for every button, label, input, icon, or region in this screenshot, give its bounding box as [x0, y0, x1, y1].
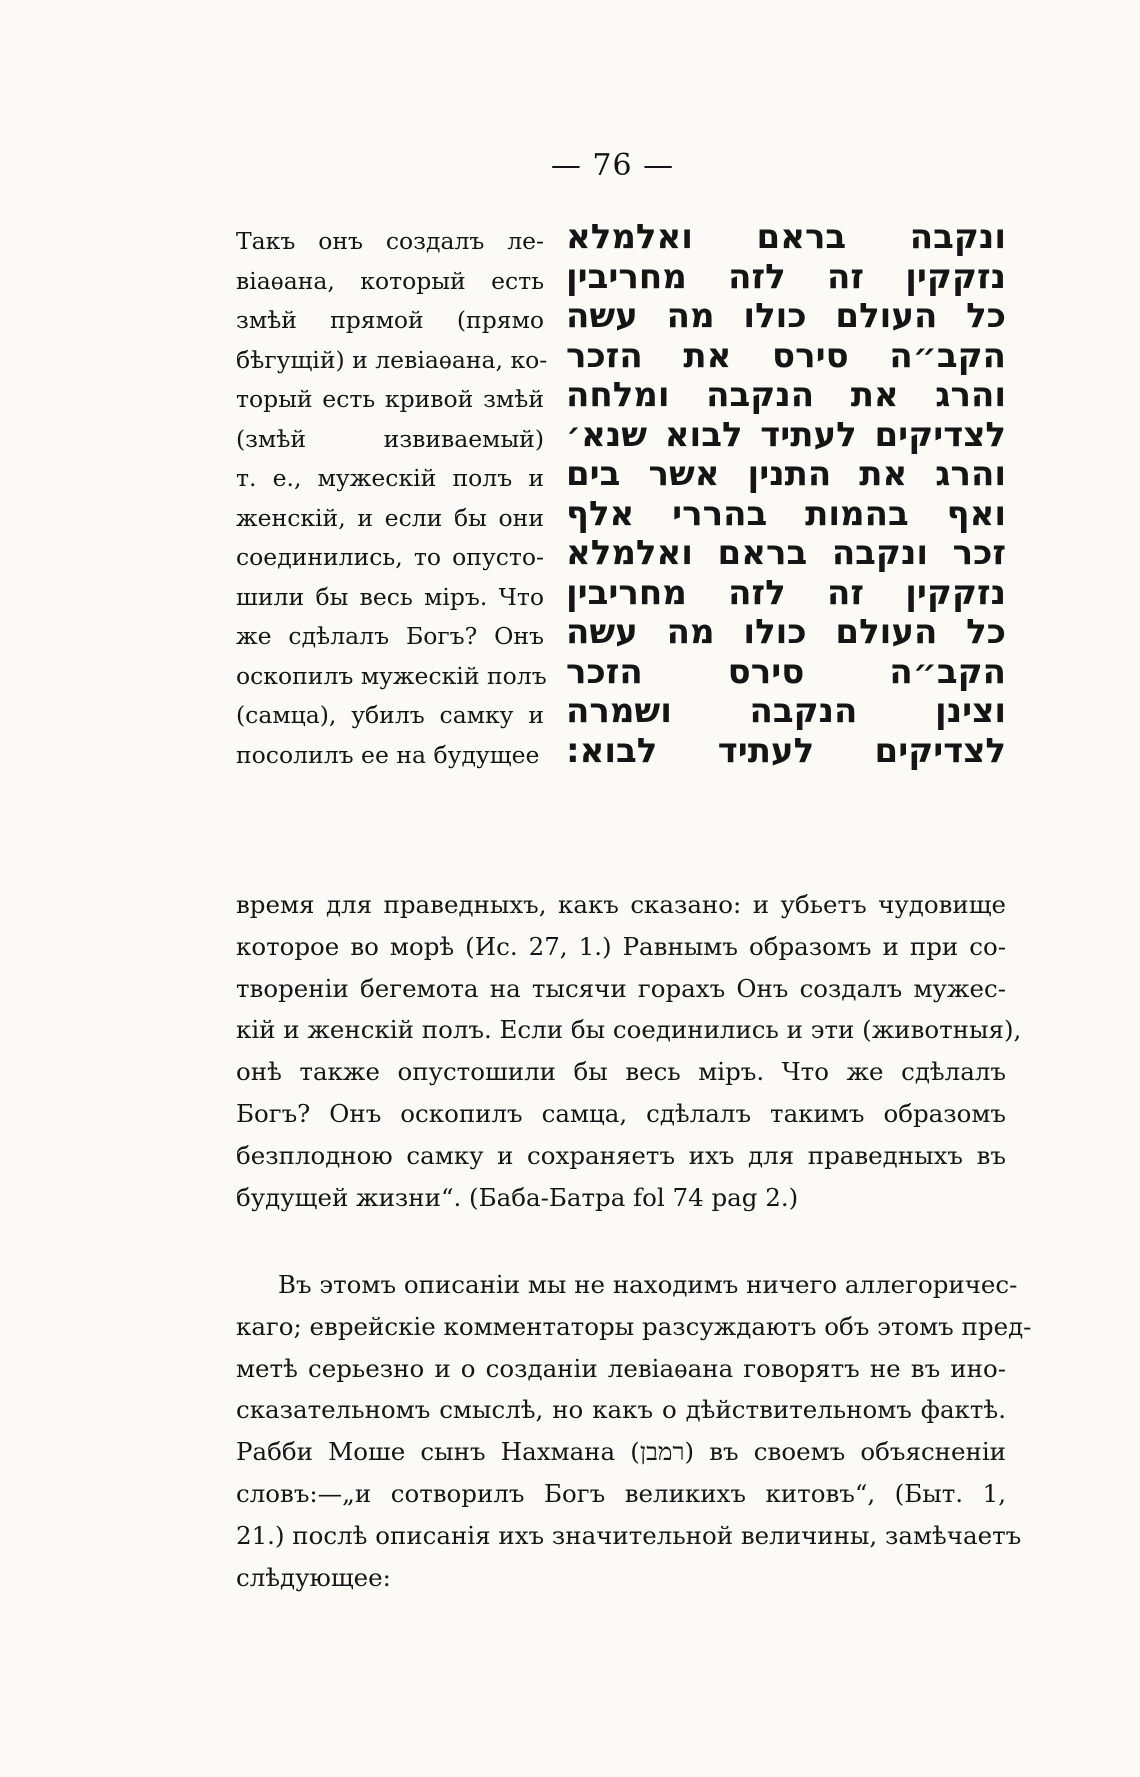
hebrew-line: כל העולם כולו מה עשה — [566, 296, 1006, 336]
russian-line: соединились, то опусто- — [236, 543, 544, 571]
text-line: которое во морѣ (Ис. 27, 1.) Равнымъ образомъ и при со- — [236, 931, 1006, 961]
russian-line: женскій, и если бы они — [236, 503, 544, 532]
text-line: Въ этомъ описаніи мы не находимъ ничего аллегоричес- — [278, 1270, 1018, 1299]
text-line: метѣ серьезно и о созданіи левіаѳана говорятъ не въ ино- — [236, 1353, 1006, 1383]
hebrew-line: כל העולם כולו מה עשה — [566, 612, 1006, 652]
russian-line: оскопилъ мужескій полъ — [236, 661, 547, 690]
text-line: будущей жизни“. (Баба-Батра fol 74 pag 2.) — [236, 1182, 799, 1212]
hebrew-line: והרג את התנין אשר בים — [566, 454, 1006, 494]
russian-line: т. е., мужескій полъ и — [236, 464, 544, 492]
hebrew-line: וצינן הנקבה ושמרה — [566, 691, 1006, 731]
text-line: Богъ? Онъ оскопилъ самца, сдѣлалъ такимъ образомъ — [236, 1098, 1006, 1128]
russian-line: бѣгущій) и левіаѳана, ко- — [236, 345, 548, 374]
text-line: Рабби Моше сынъ Нахмана (רמבן) въ своемъ объясненіи — [236, 1437, 1006, 1467]
russian-line: змѣй прямой (прямо — [236, 306, 544, 334]
russian-translation-column — [236, 222, 548, 775]
hebrew-line: נזקקין זה לזה מחריבין — [566, 256, 1006, 297]
text-line: слѣдующее: — [236, 1562, 391, 1592]
text-line: время для праведныхъ, какъ сказано: и убьетъ чудовище — [236, 890, 1006, 919]
text-line: кій и женскій полъ. Если бы соединились и эти (животныя), — [236, 1015, 1022, 1045]
hebrew-line: הקב״ה סירס את הזכר — [566, 335, 1006, 376]
hebrew-original-column — [566, 218, 1006, 771]
text-line: сказательномъ смыслѣ, но какъ о дѣйствительномъ фактѣ. — [236, 1395, 1006, 1425]
russian-line: же сдѣлалъ Богъ? Онъ — [236, 622, 544, 650]
hebrew-line: והרג את הנקבה ומלחה — [566, 375, 1006, 415]
russian-line: Такъ онъ создалъ ле- — [236, 227, 544, 255]
russian-line: (самца), убилъ самку и — [236, 701, 544, 729]
text-line: каго; еврейскіе комментаторы разсуждаютъ объ этомъ пред- — [236, 1311, 1032, 1341]
paragraph-commentary — [236, 1264, 1032, 1598]
russian-line: торый есть кривой змѣй — [236, 385, 544, 413]
russian-line: посолилъ ее на будущее — [236, 740, 540, 769]
russian-line: (змѣй извиваемый) — [236, 424, 544, 453]
hebrew-line: הקב״ה סירס הזכר — [566, 651, 1006, 692]
hebrew-line: נזקקין זה לזה מחריבין — [566, 572, 1006, 613]
russian-line: віаѳана, который есть — [236, 266, 544, 295]
hebrew-line: זכר ונקבה בראם ואלמלא — [566, 533, 1006, 573]
hebrew-line: לצדיקים לעתיד לבוא: — [566, 730, 1006, 771]
text-line: твореніи бегемота на тысячи горахъ Онъ создалъ мужес- — [236, 973, 1006, 1003]
text-line: 21.) послѣ описанія ихъ значительной величины, замѣчаетъ — [236, 1520, 1022, 1550]
hebrew-line: ואף בהמות בהררי אלף — [566, 493, 1006, 534]
hebrew-line: לצדיקים לעתיד לבוא שנא׳ — [566, 414, 1006, 455]
parallel-text-block — [236, 217, 1006, 902]
text-line: словъ:—„и сотворилъ Богъ великихъ китовъ“, (Быт. 1, — [236, 1478, 1006, 1508]
page-number: — 76 — — [550, 148, 675, 183]
text-line: безплодною самку и сохраняетъ ихъ для праведныхъ въ — [236, 1140, 1006, 1170]
paragraph-continuation — [236, 884, 1022, 1218]
russian-line: шили бы весь міръ. Что — [236, 582, 544, 611]
hebrew-line: ונקבה בראם ואלמלא — [566, 217, 1006, 257]
text-line: онѣ также опустошили бы весь міръ. Что же сдѣлалъ — [236, 1057, 1006, 1087]
